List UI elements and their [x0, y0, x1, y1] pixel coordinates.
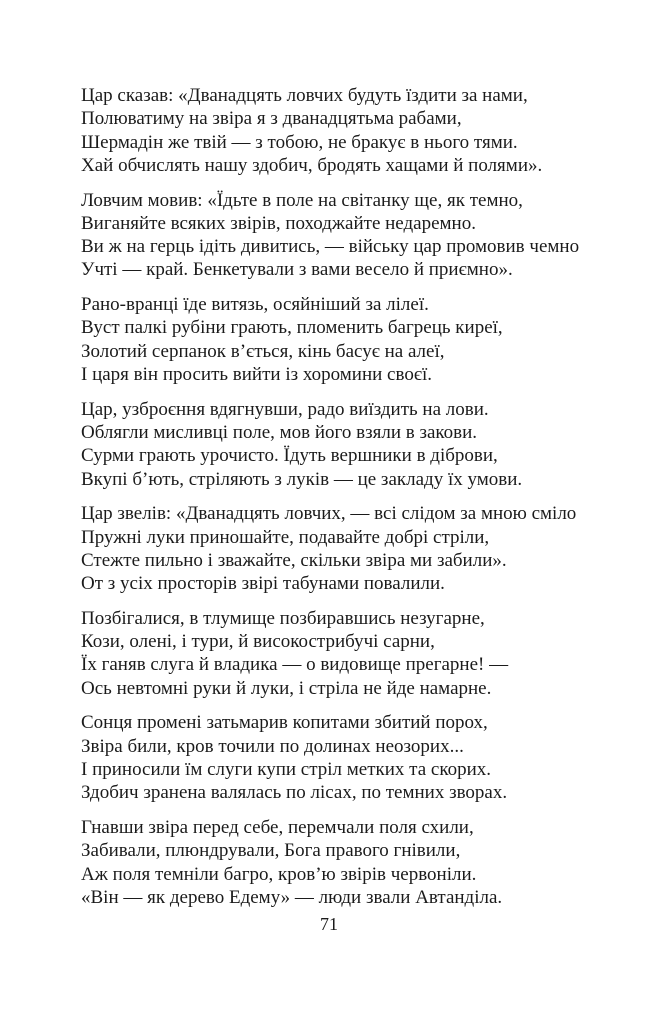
verse-line: Цар звелів: «Дванадцять ловчих, — всі слідом за мною сміло: [81, 503, 577, 525]
verse-line: Кози, олені, і тури, й високострибучі сарни,: [81, 631, 435, 653]
poem-text: [81, 84, 601, 921]
verse-line: Ловчим мовив: «Їдьте в поле на світанку ще, як темно,: [81, 189, 523, 211]
stanza: [81, 816, 601, 909]
verse-line: Аж поля темніли багро, кров’ю звірів червоніли.: [81, 863, 477, 885]
page-number: 71: [320, 914, 338, 934]
verse-line: І царя він просить вийти із хоромини своєї.: [81, 364, 433, 386]
verse-line: Рано-вранці їде витязь, осяйніший за лілеї.: [81, 294, 429, 316]
verse-line: Пружні луки приношайте, подавайте добрі стріли,: [81, 526, 490, 548]
stanza: [81, 502, 601, 595]
verse-line: Стежте пильно і зважайте, скільки звіра ми забили».: [81, 549, 507, 571]
stanza: [81, 293, 601, 386]
stanza: [81, 711, 601, 804]
verse-line: От з усіх просторів звірі табунами повалили.: [81, 573, 445, 595]
verse-line: Вкупі б’ють, стріляють з луків — це закладу їх умови.: [81, 468, 523, 490]
verse-line: Сонця промені затьмарив копитами збитий порох,: [81, 712, 488, 734]
verse-line: Ось невтомні руки й луки, і стріла не йде намарне.: [81, 677, 492, 699]
verse-line: Сурми грають урочисто. Їдуть вершники в діброви,: [81, 445, 498, 467]
verse-line: Звіра били, кров точили по долинах неозорих...: [81, 735, 464, 757]
stanza: [81, 189, 601, 282]
verse-line: І приносили їм слуги купи стріл метких та скорих.: [81, 759, 492, 781]
verse-line: Золотий серпанок в’ється, кінь басує на алеї,: [81, 340, 445, 362]
verse-line: Здобич зранена валялась по лісах, по темних зворах.: [81, 782, 508, 804]
verse-line: Виганяйте всяких звірів, походжайте недаремно.: [81, 212, 476, 234]
stanza: [81, 398, 601, 491]
verse-line: Облягли мисливці поле, мов його взяли в закови.: [81, 422, 478, 444]
verse-line: Вуст палкі рубіни грають, пломенить багрець киреї,: [81, 317, 503, 339]
verse-line: Учті — край. Бенкетували з вами весело й приємно».: [81, 259, 513, 281]
verse-line: Забивали, плюндрували, Бога правого гнівили,: [81, 840, 461, 862]
stanza: [81, 607, 601, 700]
stanza: [81, 84, 601, 177]
verse-line: Полюватиму на звіра я з дванадцятьма рабами,: [81, 108, 462, 130]
verse-line: Шермадін же твій — з тобою, не бракує в нього тями.: [81, 131, 518, 153]
verse-line: Гнавши звіра перед себе, перемчали поля схили,: [81, 817, 474, 839]
verse-line: Цар сказав: «Дванадцять ловчих будуть їздити за нами,: [81, 85, 528, 106]
verse-line: Ви ж на герць ідіть дивитись, — війську цар промовив чемно: [81, 236, 580, 258]
verse-line: Цар, узброєння вдягнувши, радо виїздить на лови.: [81, 398, 489, 420]
verse-line: Позбігалися, в тлумище позбиравшись незугарне,: [81, 607, 485, 629]
verse-line: Їх ганяв слуга й владика — о видовище прегарне! —: [81, 654, 509, 676]
verse-line: Хай обчислять нашу здобич, бродять хащами й полями».: [81, 154, 543, 176]
verse-line: «Він — як дерево Едему» — люди звали Автанділа.: [81, 886, 503, 908]
